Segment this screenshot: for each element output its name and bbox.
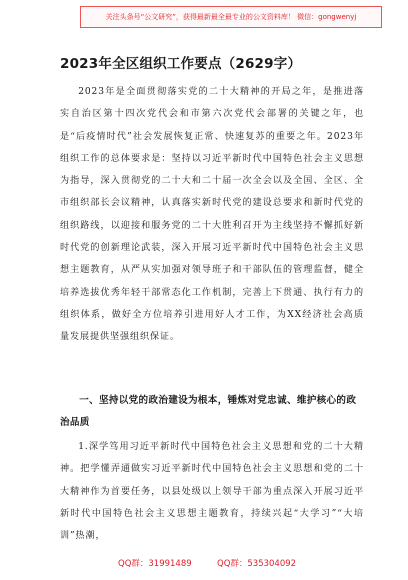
promo-banner: 关注头条号“公文研究”，获得最新最全最专业的公文资料库！ 微信：gongwenyj [80, 6, 382, 28]
qq-group-2: QQ群：535304092 [217, 559, 297, 569]
section-paragraph: 1.深学笃用习近平新时代中国特色社会主义思想和党的二十大精神。把学懂弄通做实习近平新时代中国特色社会主义思想和党的二十大精神作为首要任务，以县处级以上领导干部为重点深入开展习近平新时代中国特色社会主义思想主题教育，持续兴起“大学习”“大培训”热潮， [60, 442, 364, 542]
footer-contact [0, 556, 408, 572]
document-title: 2023年全区组织工作要点（2629字） [60, 56, 302, 72]
section-heading: 一、坚持以党的政治建设为根本，锤炼对党忠诚、维护核心的政治品质 [60, 395, 357, 428]
intro-paragraph: 2023年是全面贯彻落实党的二十大精神的开局之年，是推进落实自治区第十四次党代会和市第六次党代会部署的关键之年，也是“后疫情时代”社会发展恢复正常、快速复苏的重要之年。2023年组织工作的总体要求是：坚持以习近平新时代中国特色社会主义思想为指导，深入贯彻党的二十大和二十届一次全会以及全国、全区、全市组织部长会议精神，认真落实新时代党的建设总要求和新时代党的组织路线，以迎接和服务党的二十大胜利召开为主线坚持不懈抓好新时代党的创新理论武装，深入开展习近平新时代中国特色社会主义思想主题教育，从严从实加强对领导班子和干部队伍的管理监督，健全培养选拔优秀年轻干部常态化工作机制，完善上下贯通、执行有力的组织体系，做好全方位培养引进用好人才工作，为XX经济社会高质量发展提供坚强组织保证。 [60, 87, 364, 343]
qq-group-1: QQ群：31991489 [118, 559, 192, 569]
